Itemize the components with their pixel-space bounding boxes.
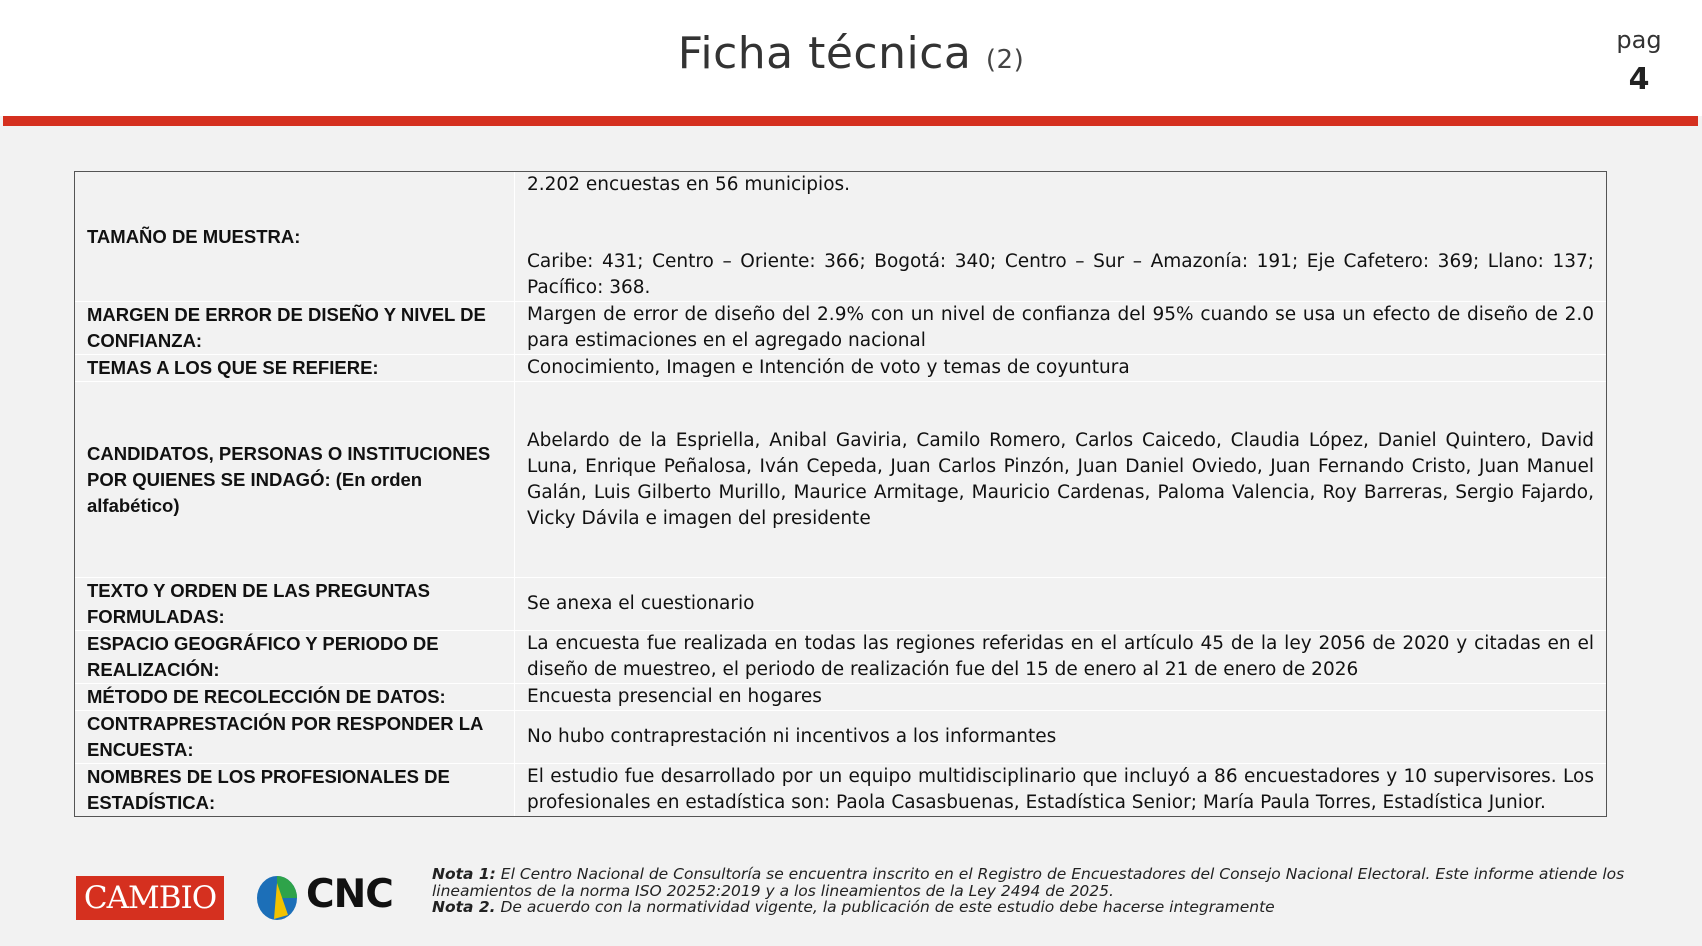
row-value: Encuesta presencial en hogares [515, 684, 1607, 711]
table-row [75, 631, 1606, 684]
table-row [75, 764, 1606, 817]
page-title [0, 28, 1702, 79]
note-1-label: Nota 1: [432, 865, 496, 883]
row-value-line: 2.202 encuestas en 56 municipios. [527, 174, 851, 195]
row-value: Margen de error de diseño del 2.9% con un nivel de confianza del 95% cuando se usa un efecto de diseño de 2.0 para estimaciones en el agregado nacional [515, 302, 1607, 355]
row-value: Abelardo de la Espriella, Anibal Gaviria, Camilo Romero, Carlos Caicedo, Claudia López, Daniel Quintero, David Luna, Enrique Peñalosa, Iván Cepeda, Juan Carlos Pinzón, Juan Daniel Oviedo, Juan Fernando Cristo, Juan Manuel Galán, Luis Gilberto Murillo, Maurice Armitage, Mauricio Cardenas, Paloma Valencia, Roy Barreras, Sergio Fajardo, Vicky Dávila e imagen del presidente [515, 382, 1607, 578]
page-header [0, 0, 1702, 116]
row-label: ESPACIO GEOGRÁFICO Y PERIODO DE REALIZACIÓN: [75, 631, 515, 684]
row-label: MÉTODO DE RECOLECCIÓN DE DATOS: [75, 684, 515, 711]
header-divider [3, 116, 1698, 126]
row-value: No hubo contraprestación ni incentivos a los informantes [515, 711, 1607, 764]
note-2-label: Nota 2. [432, 898, 496, 916]
row-value: Conocimiento, Imagen e Intención de voto y temas de coyuntura [515, 355, 1607, 382]
title-text: Ficha técnica [677, 28, 972, 79]
technical-sheet-table [74, 171, 1607, 817]
title-subtitle: (2) [985, 45, 1025, 75]
row-label: MARGEN DE ERROR DE DISEÑO Y NIVEL DE CONFIANZA: [75, 302, 515, 355]
footer-notes [432, 866, 1632, 916]
page-label: pag [1616, 26, 1662, 54]
table-row [75, 684, 1606, 711]
page-number: 4 [1628, 62, 1650, 97]
note-1 [432, 866, 1632, 899]
row-value: Se anexa el cuestionario [515, 578, 1607, 631]
table-row [75, 711, 1606, 764]
row-value: El estudio fue desarrollado por un equipo multidisciplinario que incluyó a 86 encuestadores y 10 supervisores. Los profesionales en estadística son: Paola Casasbuenas, Estadística Senior; María Paula Torres, Estadística Junior. [527, 766, 1594, 813]
note-2-text: De acuerdo con la normatividad vigente, la publicación de este estudio debe hacerse integramente [495, 898, 1275, 916]
row-label: CONTRAPRESTACIÓN POR RESPONDER LA ENCUESTA: [75, 711, 515, 764]
table-row [75, 302, 1606, 355]
row-value: La encuesta fue realizada en todas las regiones referidas en el artículo 45 de la ley 2056 de 2020 y citadas en el diseño de muestreo, el periodo de realización fue del 15 de enero al 21 de enero de 2026 [515, 631, 1607, 684]
table-row [75, 382, 1606, 578]
cnc-logo: CNC [306, 872, 393, 917]
cnc-logo-icon [254, 875, 300, 921]
row-label: NOMBRES DE LOS PROFESIONALES DE ESTADÍSTICA: [75, 764, 515, 817]
note-1-text: El Centro Nacional de Consultoría se encuentra inscrito en el Registro de Encuestadores del Consejo Nacional Electoral. Este informe atiende los lineamientos de la norma ISO 20252:2019 y a los lineamientos de la Ley 2494 de 2025. [432, 865, 1625, 900]
row-value-line: Caribe: 431; Centro – Oriente: 366; Bogotá: 340; Centro – Sur – Amazonía: 191; Eje Cafetero: 369; Llano: 137; Pacífico: 368. [527, 251, 1594, 298]
row-label: CANDIDATOS, PERSONAS O INSTITUCIONES POR QUIENES SE INDAGÓ: (En orden alfabético) [75, 382, 515, 578]
row-label: TAMAÑO DE MUESTRA: [75, 172, 515, 302]
table-row [75, 172, 1606, 302]
table-row [75, 355, 1606, 382]
cambio-logo: CAMBIO [76, 876, 224, 920]
note-2 [432, 899, 1632, 916]
row-value [515, 172, 1607, 302]
table-row [75, 578, 1606, 631]
row-label: TEMAS A LOS QUE SE REFIERE: [75, 355, 515, 382]
row-label: TEXTO Y ORDEN DE LAS PREGUNTAS FORMULADAS: [75, 578, 515, 631]
